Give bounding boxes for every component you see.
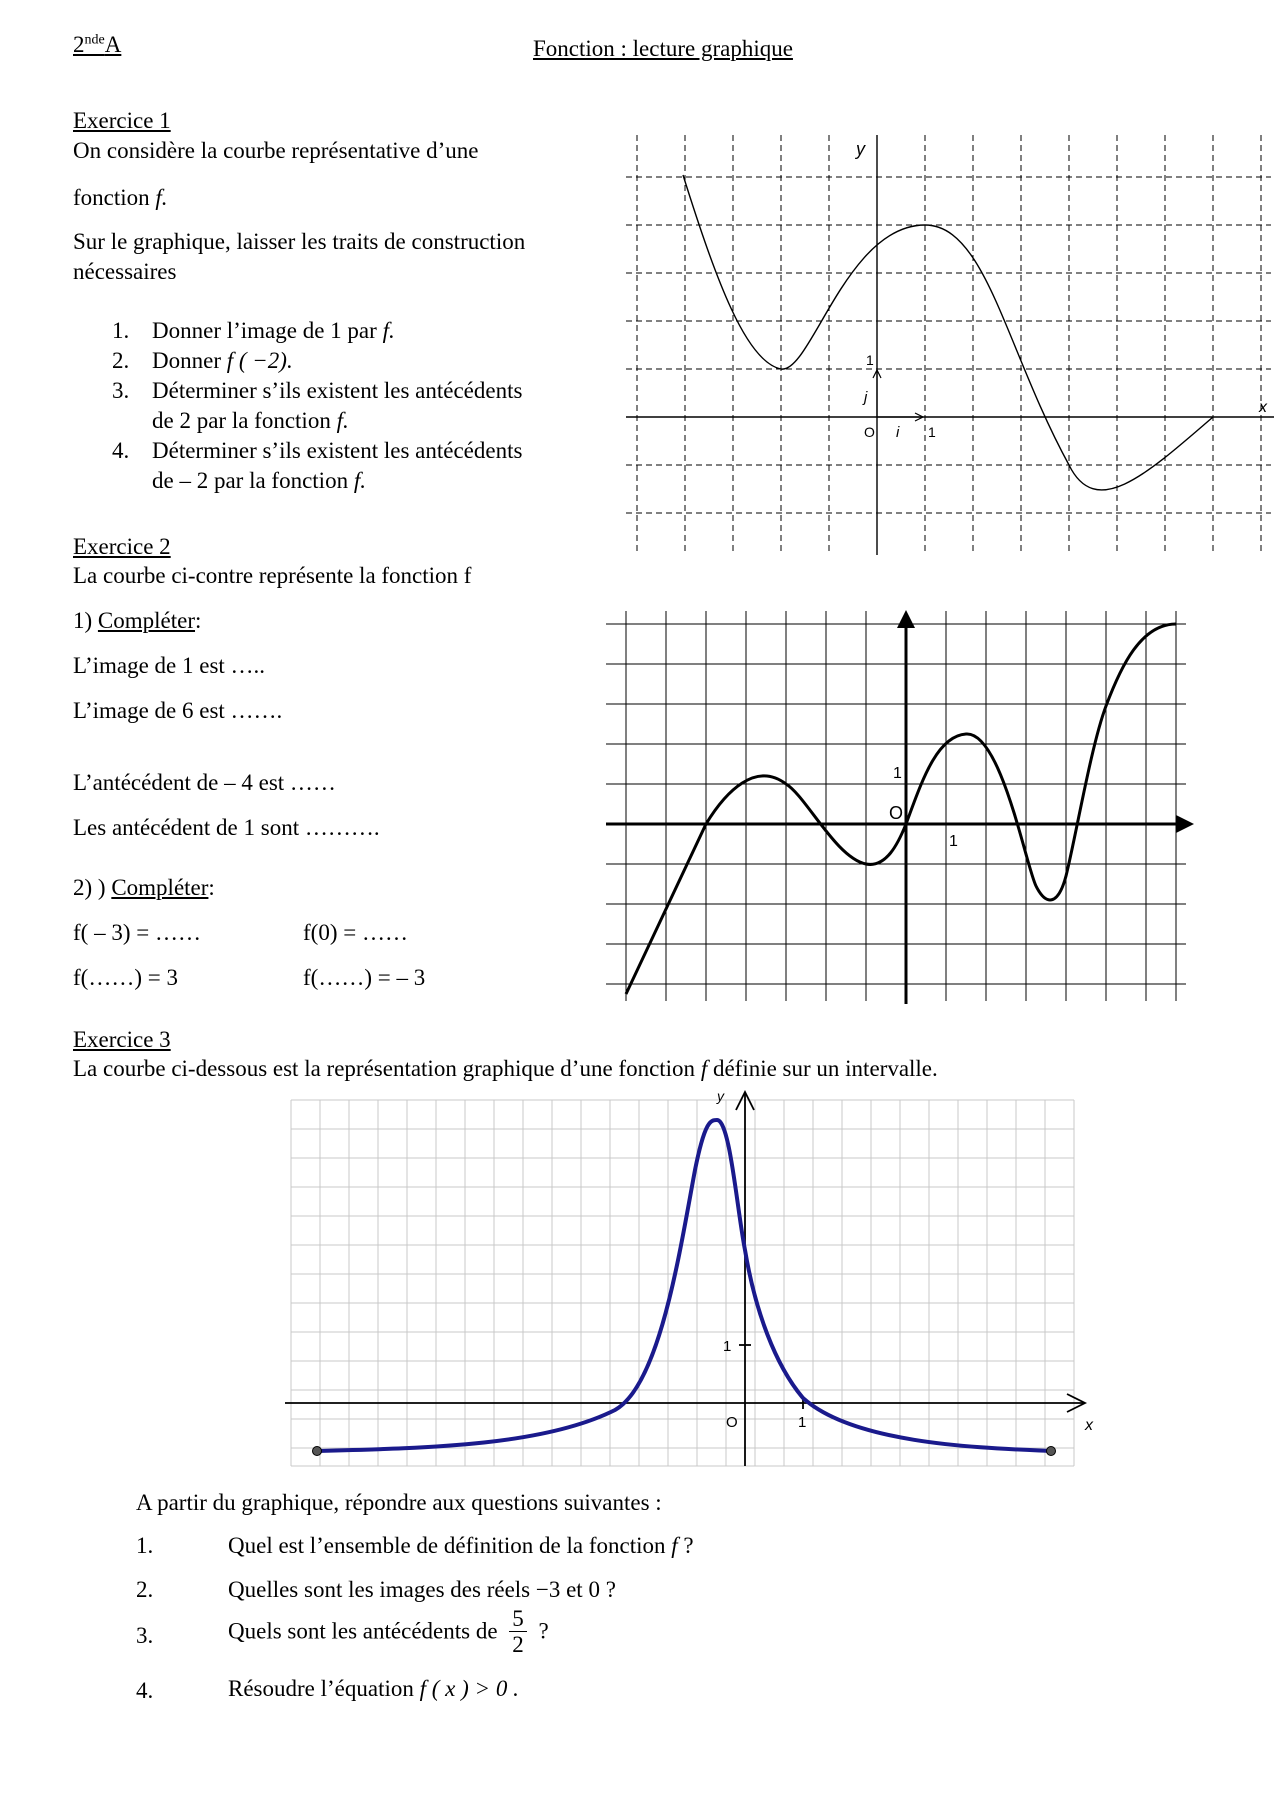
ex1-one-y: 1 — [866, 352, 874, 368]
ex3-curve — [317, 1120, 1051, 1451]
ex1-origin-label: O — [864, 424, 875, 440]
ex1-graph — [626, 130, 1276, 560]
ex3-grid — [291, 1100, 1074, 1466]
ex1-q3-f: f. — [336, 408, 349, 433]
ex3-q3-denominator: 2 — [512, 1632, 524, 1658]
ex3-intro-f: f — [700, 1056, 708, 1081]
ex2-l3: L’antécédent de – 4 est …… — [73, 770, 336, 795]
ex3-q1-f: f — [671, 1533, 678, 1558]
ex3-one-y: 1 — [723, 1338, 732, 1355]
ex1-title: Exercice 1 — [73, 108, 171, 133]
ex1-line1: On considère la courbe représentative d’une — [73, 138, 479, 163]
ex1-q3-num: 3. — [112, 378, 130, 403]
ex2-origin-label: O — [889, 803, 904, 823]
ex2-y-arrow — [897, 610, 915, 628]
ex1-q3-line2-text: de 2 par la fonction — [152, 408, 337, 433]
class-suffix: A — [104, 32, 122, 57]
ex1-q3-line1: Déterminer s’ils existent les antécédents — [152, 378, 523, 403]
ex2-part2 — [73, 875, 215, 901]
class-number: 2 — [73, 32, 85, 57]
ex1-j-label: j — [864, 389, 868, 406]
ex1-q1 — [152, 318, 395, 344]
ex2-c1: f( – 3) = …… — [73, 920, 201, 945]
ex3-q3-numerator: 5 — [509, 1606, 527, 1632]
ex1-q1-num: 1. — [112, 318, 130, 343]
ex3-lead: A partir du graphique, répondre aux questions suivantes : — [136, 1490, 662, 1515]
ex1-q1-text: Donner l’image de 1 par — [152, 318, 383, 343]
ex1-q2-expr: f ( −2). — [226, 348, 293, 373]
ex1-q4-num: 4. — [112, 438, 130, 463]
ex3-q4-num: 4. — [136, 1678, 154, 1703]
ex1-unit-vectors — [873, 370, 923, 421]
ex2-part2-suffix: : — [208, 875, 215, 900]
ex3-q4 — [228, 1676, 519, 1702]
ex3-q4-text: Résoudre l’équation — [228, 1676, 420, 1701]
ex3-q3 — [228, 1606, 549, 1658]
ex1-axes — [626, 135, 1274, 555]
ex3-intro-b: définie sur un intervalle. — [707, 1056, 938, 1081]
ex3-q3-end: ? — [532, 1618, 549, 1644]
ex2-title: Exercice 2 — [73, 534, 171, 559]
ex1-line2 — [73, 185, 168, 211]
ex1-q4-f: f. — [353, 468, 366, 493]
ex3-q2-num: 2. — [136, 1577, 154, 1602]
ex2-part2-prefix: 2) ) — [73, 875, 112, 900]
ex3-origin-label: O — [726, 1414, 738, 1431]
ex3-right-endpoint — [1047, 1447, 1056, 1456]
class-label — [73, 32, 121, 58]
ex2-one-y: 1 — [893, 765, 902, 782]
ex1-one-x: 1 — [928, 424, 936, 440]
ex3-y-label: y — [717, 1090, 724, 1104]
class-superscript: nde — [84, 32, 105, 48]
ex3-intro-a: La courbe ci-dessous est la représentation graphique d’une fonction — [73, 1056, 701, 1081]
ex1-y-label: y — [856, 139, 865, 159]
ex2-part2-heading: Compléter — [111, 875, 209, 900]
ex2-intro: La courbe ci-contre représente la fonction f — [73, 563, 472, 588]
ex2-x-arrow — [1176, 815, 1194, 833]
ex3-q3-fraction — [509, 1606, 527, 1658]
ex3-q1-end: ? — [677, 1533, 694, 1558]
ex2-part1-heading: Compléter — [97, 608, 196, 633]
ex1-line2-text: fonction — [73, 185, 156, 210]
ex1-x-label: x — [1259, 399, 1267, 416]
page-title: Fonction : lecture graphique — [533, 36, 793, 61]
ex3-title: Exercice 3 — [73, 1027, 171, 1052]
ex2-l1: L’image de 1 est ….. — [73, 653, 266, 678]
ex3-q1-text: Quel est l’ensemble de définition de la fonction — [228, 1533, 672, 1558]
ex1-q2 — [152, 348, 293, 374]
ex3-left-endpoint — [313, 1447, 322, 1456]
ex1-i-label: i — [896, 424, 900, 441]
ex1-q4-line2-text: de – 2 par la fonction — [152, 468, 354, 493]
ex3-q1 — [228, 1533, 694, 1559]
ex2-graph — [606, 606, 1196, 1006]
ex2-one-x: 1 — [949, 833, 958, 850]
ex3-q3-num: 3. — [136, 1623, 154, 1648]
ex3-q3-text: Quels sont les antécédents de — [228, 1618, 504, 1644]
ex3-q1-num: 1. — [136, 1533, 154, 1558]
ex1-line2-f: f. — [155, 185, 168, 210]
ex1-q1-f: f. — [382, 318, 395, 343]
ex2-part1 — [73, 608, 201, 634]
ex1-q3-line2 — [152, 408, 349, 434]
ex1-q2-num: 2. — [112, 348, 130, 373]
ex1-curve — [683, 175, 1213, 490]
ex3-axes — [285, 1092, 1085, 1466]
ex3-x-label: x — [1085, 1417, 1093, 1434]
ex1-q4-line1: Déterminer s’ils existent les antécédents — [152, 438, 523, 463]
ex2-part1-suffix: : — [195, 608, 202, 633]
ex2-c4: f(……) = – 3 — [303, 965, 426, 990]
ex1-grid — [626, 135, 1271, 555]
ex3-q2: Quelles sont les images des réels −3 et 0 ? — [228, 1577, 616, 1602]
ex3-one-x: 1 — [798, 1414, 807, 1431]
ex2-l4: Les antécédent de 1 sont ………. — [73, 815, 380, 840]
ex3-intro — [73, 1056, 938, 1082]
ex2-c2: f(0) = …… — [303, 920, 408, 945]
ex3-graph — [285, 1090, 1105, 1470]
ex2-part1-prefix: 1) — [73, 608, 98, 633]
ex1-line4: nécessaires — [73, 259, 177, 284]
ex2-l2: L’image de 6 est ……. — [73, 698, 283, 723]
ex1-line3: Sur le graphique, laisser les traits de construction — [73, 229, 526, 254]
ex1-q2-text: Donner — [152, 348, 227, 373]
ex1-q4-line2 — [152, 468, 366, 494]
ex2-c3: f(……) = 3 — [73, 965, 178, 990]
ex3-q4-expr: f ( x ) > 0 . — [419, 1676, 519, 1701]
